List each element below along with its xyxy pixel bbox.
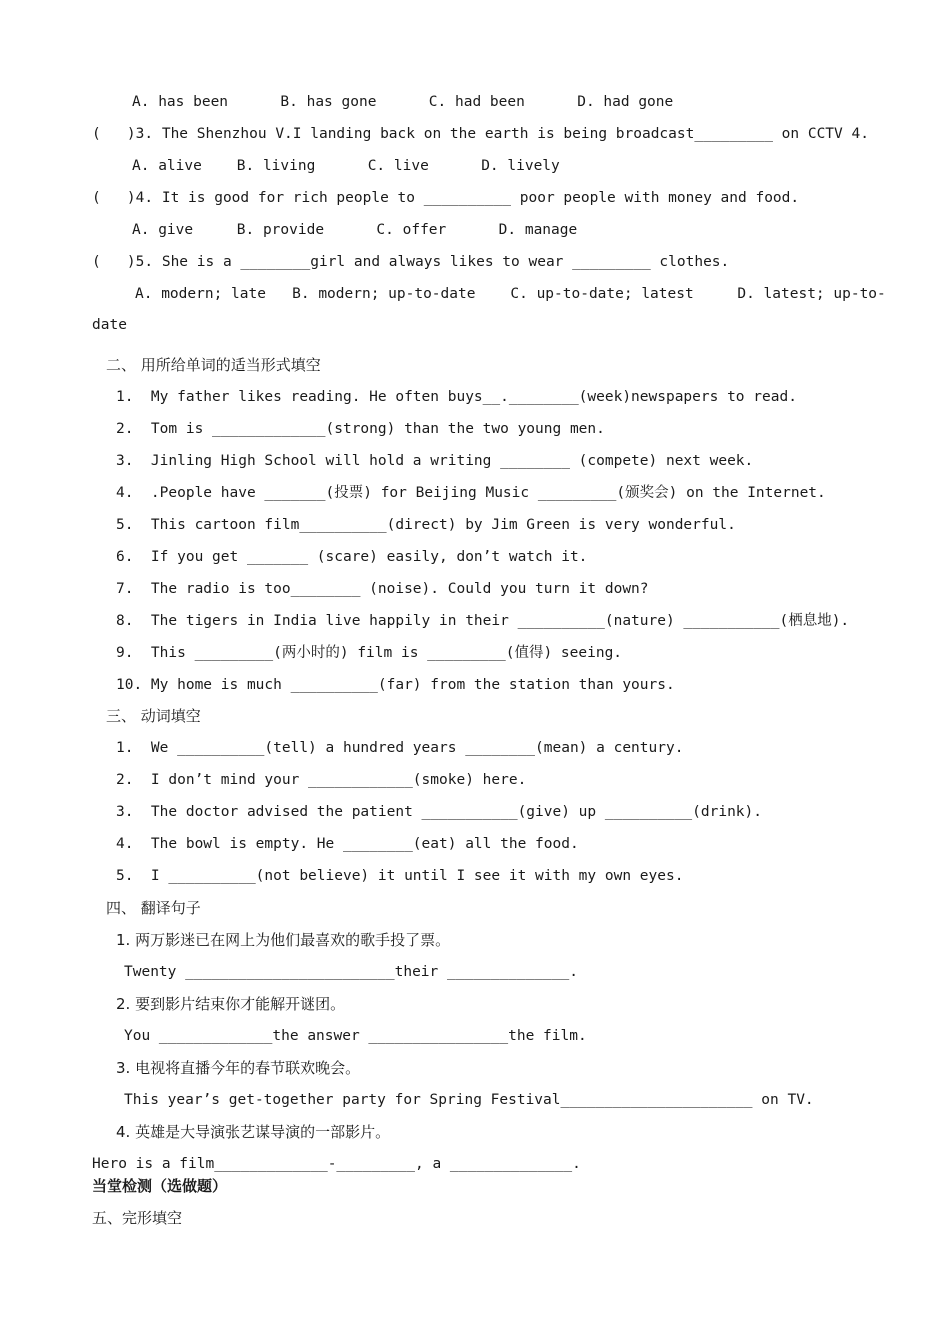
part2-item: 6. If you get _______ (scare) easily, don’t watch it.: [116, 549, 588, 565]
part2-item: 8. The tigers in India live happily in their __________(nature) ___________(栖息地).: [116, 613, 850, 629]
part3-heading: 三、 动词填空: [106, 707, 201, 725]
section-title: 当堂检测（选做题）: [92, 1177, 228, 1195]
part3-item: 3. The doctor advised the patient ___________(give) up __________(drink).: [116, 804, 763, 820]
translation-2-chinese: 2. 要到影片结束你才能解开谜团。: [116, 995, 346, 1013]
part5-heading: 五、完形填空: [92, 1209, 183, 1227]
translation-2-english: You _____________the answer ________________the film.: [124, 1028, 587, 1044]
part2-item: 4. .People have _______(投票) for Beijing Music _________(颁奖会) on the Internet.: [116, 485, 826, 501]
part2-item: 3. Jinling High School will hold a writing ________ (compete) next week.: [116, 453, 754, 469]
q5-options-continued: date: [92, 317, 127, 333]
part2-item: 7. The radio is too________ (noise). Could you turn it down?: [116, 581, 649, 597]
part3-item: 1. We __________(tell) a hundred years ________(mean) a century.: [116, 740, 684, 756]
q3-options: A. alive B. living C. live D. lively: [132, 158, 560, 174]
part2-item: 2. Tom is _____________(strong) than the two young men.: [116, 421, 605, 437]
translation-1-chinese: 1. 两万影迷已在网上为他们最喜欢的歌手投了票。: [116, 931, 451, 949]
translation-4-chinese: 4. 英雄是大导演张艺谋导演的一部影片。: [116, 1123, 391, 1141]
part3-item: 4. The bowl is empty. He ________(eat) all the food.: [116, 836, 579, 852]
question-5: ( )5. She is a ________girl and always likes to wear _________ clothes.: [92, 254, 730, 270]
part2-item: 10. My home is much __________(far) from the station than yours.: [116, 677, 675, 693]
translation-4-english: Hero is a film_____________-_________, a ______________.: [92, 1156, 581, 1172]
part3-item: 2. I don’t mind your ____________(smoke) here.: [116, 772, 527, 788]
question-3: ( )3. The Shenzhou V.I landing back on the earth is being broadcast_________ on CCTV 4.: [92, 126, 869, 142]
translation-3-chinese: 3. 电视将直播今年的春节联欢晚会。: [116, 1059, 361, 1077]
q4-options: A. give B. provide C. offer D. manage: [132, 222, 578, 238]
translation-1-english: Twenty ________________________their ______________.: [124, 964, 578, 980]
part2-item: 9. This _________(两小时的) film is _________(值得) seeing.: [116, 645, 623, 661]
part2-heading: 二、 用所给单词的适当形式填空: [106, 356, 321, 374]
part3-item: 5. I __________(not believe) it until I see it with my own eyes.: [116, 868, 684, 884]
translation-3-english: This year’s get-together party for Spring Festival______________________ on TV.: [124, 1092, 814, 1108]
question-4: ( )4. It is good for rich people to __________ poor people with money and food.: [92, 190, 800, 206]
part2-item: 5. This cartoon film__________(direct) by Jim Green is very wonderful.: [116, 517, 736, 533]
q5-options: A. modern; late B. modern; up-to-date C. up-to-date; latest D. latest; up-to-: [135, 286, 886, 302]
part4-heading: 四、 翻译句子: [106, 899, 201, 917]
q2-options: A. has been B. has gone C. had been D. had gone: [132, 94, 674, 110]
part2-item: 1. My father likes reading. He often buys__.________(week)newspapers to read.: [116, 389, 797, 405]
